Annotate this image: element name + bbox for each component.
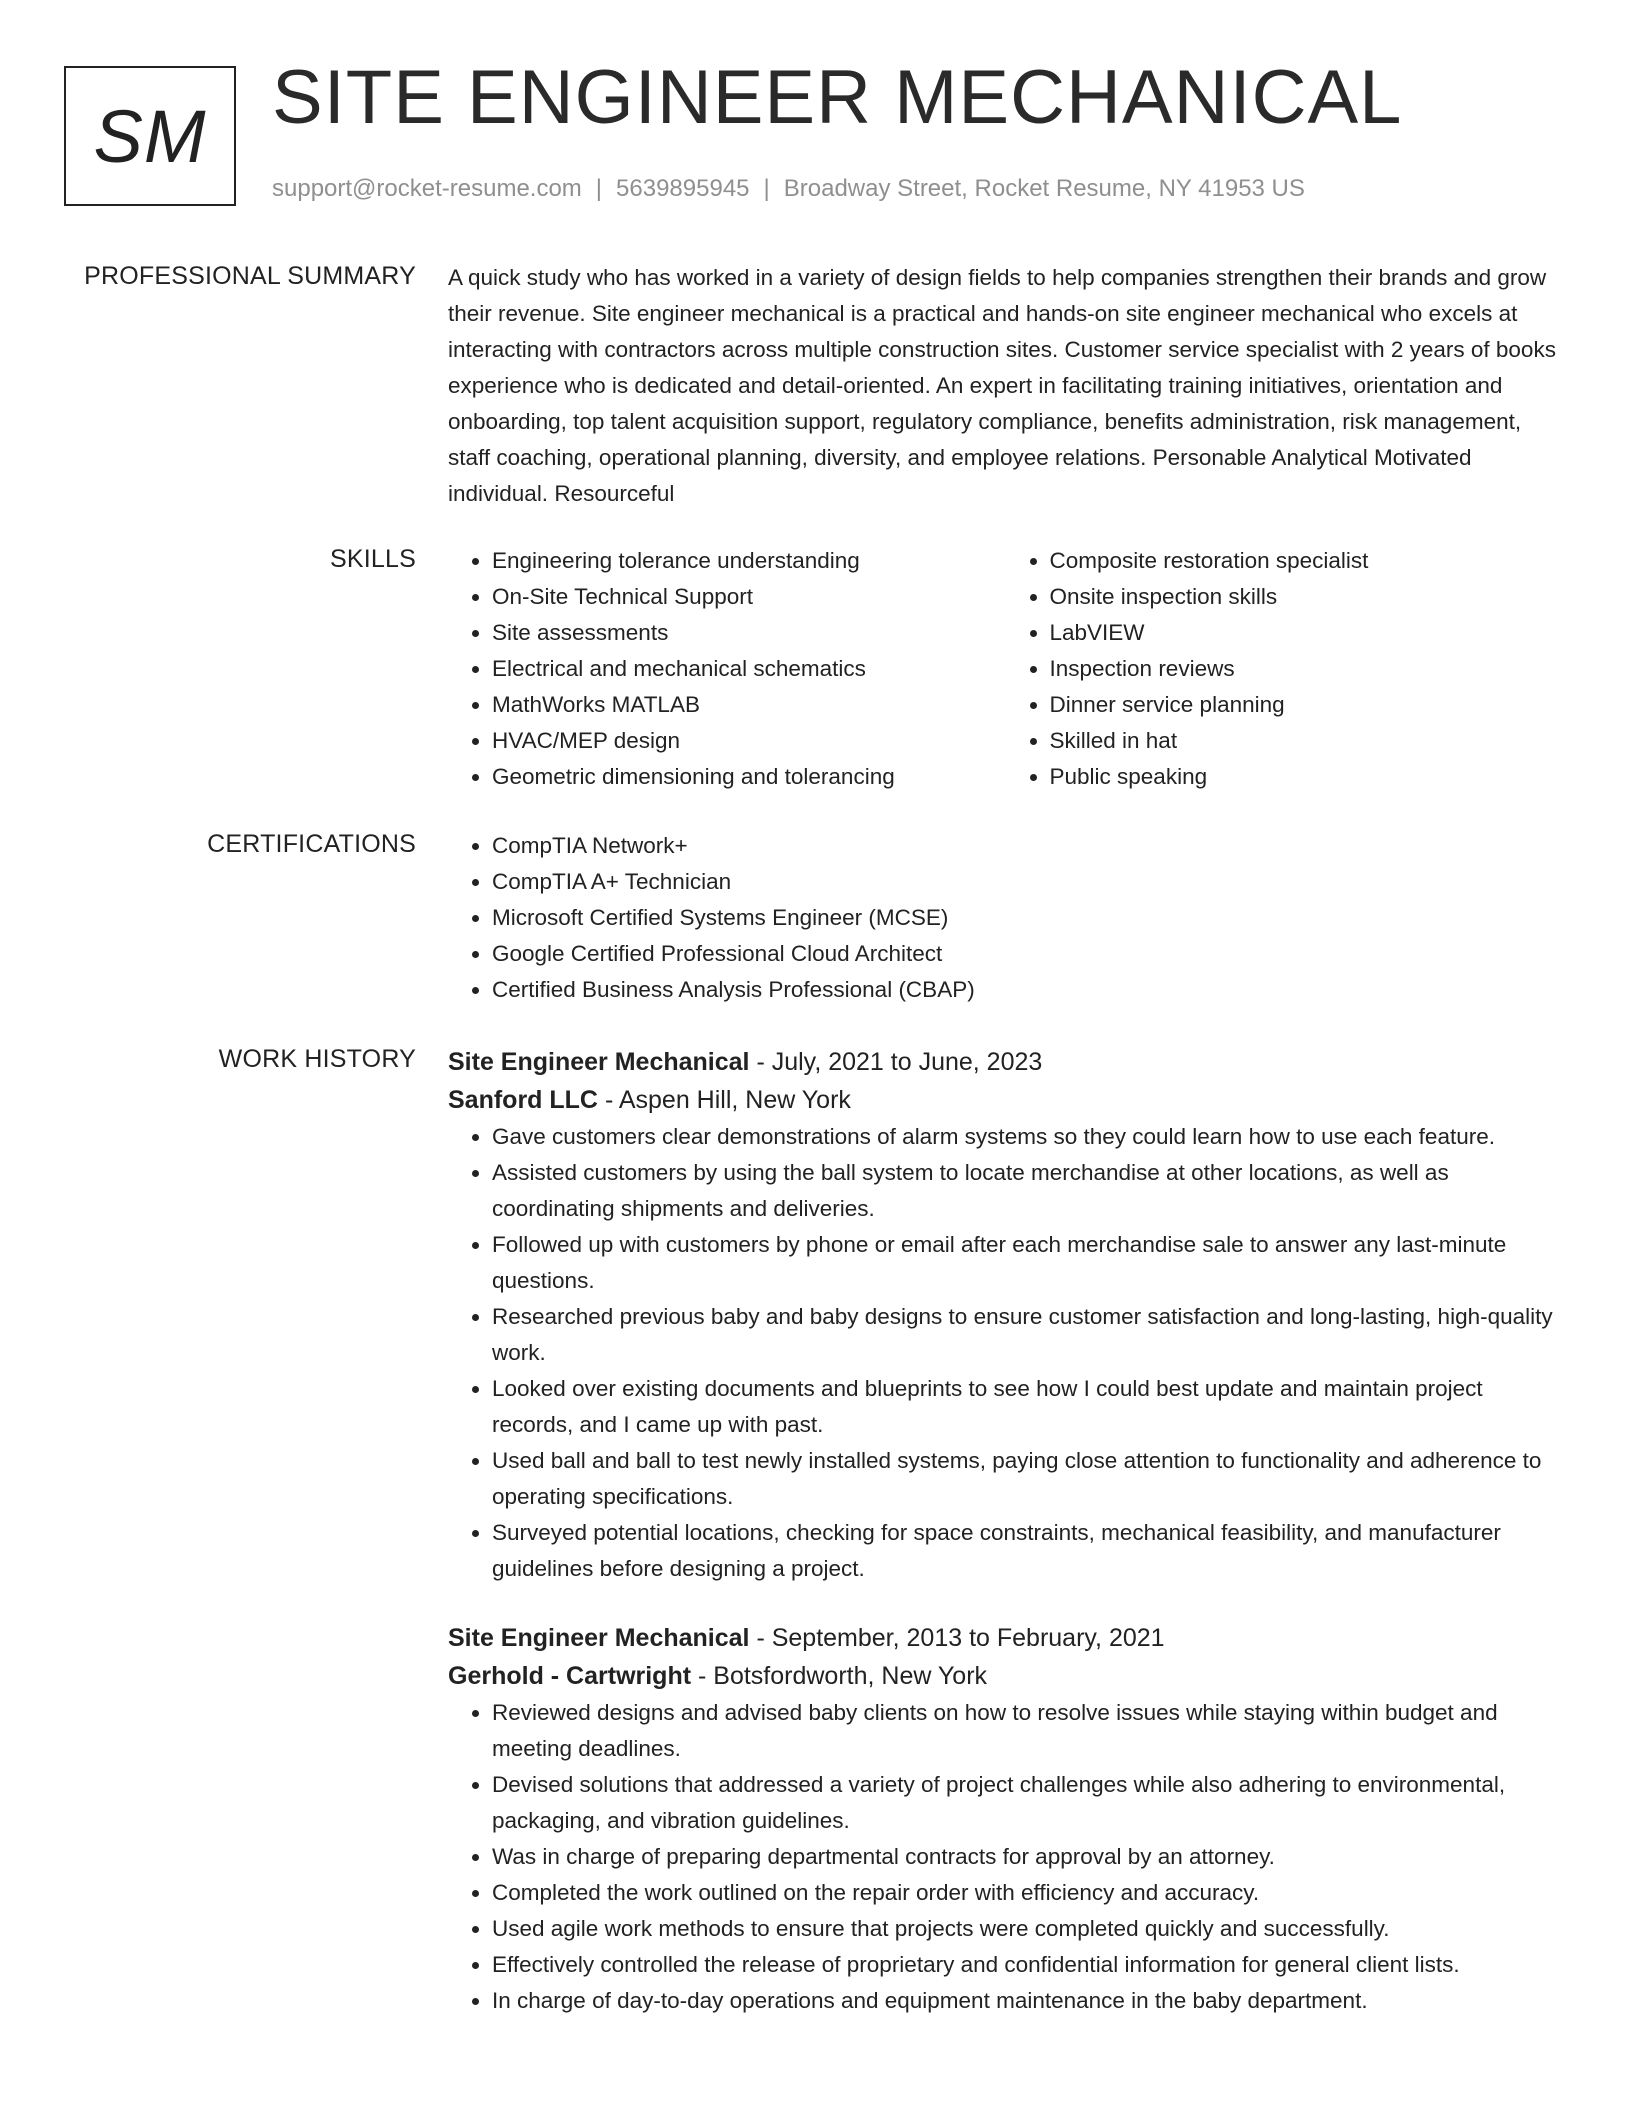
resume-name: SITE ENGINEER MECHANICAL [272, 55, 1403, 140]
contact-separator: | [595, 175, 603, 202]
monogram-logo: SM [64, 66, 236, 206]
job-entry [448, 1619, 1563, 2019]
list-item: • Onsite inspection skills [1050, 579, 1564, 615]
list-item: • Followed up with customers by phone or email after each merchandise sale to answer any last-minute questions. [492, 1227, 1563, 1299]
list-item: • Inspection reviews [1050, 651, 1564, 687]
list-item: • LabVIEW [1050, 615, 1564, 651]
job-location: - Botsfordworth, New York [691, 1662, 988, 1690]
list-item: • Certified Business Analysis Professional (CBAP) [492, 972, 1563, 1008]
job-title: Site Engineer Mechanical [448, 1624, 750, 1652]
list-item: • Used agile work methods to ensure that projects were completed quickly and successfully. [492, 1911, 1563, 1947]
list-item: • Surveyed potential locations, checking for space constraints, mechanical feasibility, and manufacturer guidelines before designing a project. [492, 1515, 1563, 1587]
contact-line [272, 175, 1305, 203]
certifications-body [448, 828, 1563, 1008]
skills-list-left [448, 543, 1006, 795]
work-history-body [448, 1043, 1563, 2019]
certifications-list [448, 828, 1563, 1008]
job-company-line [448, 1657, 1563, 1695]
job-title-line [448, 1619, 1563, 1657]
list-item: • Devised solutions that addressed a variety of project challenges while also adhering to environmental, packaging, and vibration guidelines. [492, 1767, 1563, 1839]
list-item: • Composite restoration specialist [1050, 543, 1564, 579]
job-bullets [448, 1119, 1563, 1587]
list-item: • Effectively controlled the release of proprietary and confidential information for general client lists. [492, 1947, 1563, 1983]
list-item: • Looked over existing documents and blueprints to see how I could best update and maintain project records, and I came up with past. [492, 1371, 1563, 1443]
job-company: Gerhold - Cartwright [448, 1662, 692, 1690]
list-item: • Researched previous baby and baby designs to ensure customer satisfaction and long-lasting, high-quality work. [492, 1299, 1563, 1371]
contact-separator: | [763, 175, 770, 202]
list-item: • Used ball and ball to test newly installed systems, paying close attention to functionality and adherence to operating specifications. [492, 1443, 1563, 1515]
job-title-line [448, 1043, 1563, 1081]
job-dates: - July, 2021 to June, 2023 [749, 1048, 1043, 1076]
skills-list-right [1006, 543, 1564, 795]
job-title: Site Engineer Mechanical [448, 1048, 750, 1076]
list-item: • Public speaking [1050, 759, 1564, 795]
job-location: - Aspen Hill, New York [598, 1086, 851, 1114]
job-entry [448, 1043, 1563, 1587]
list-item: • Microsoft Certified Systems Engineer (MCSE) [492, 900, 1563, 936]
list-item: • On-Site Technical Support [492, 579, 1006, 615]
section-label-certifications: CERTIFICATIONS [207, 830, 416, 858]
list-item: • Was in charge of preparing departmental contracts for approval by an attorney. [492, 1839, 1563, 1875]
list-item: • Google Certified Professional Cloud Architect [492, 936, 1563, 972]
section-label-summary: PROFESSIONAL SUMMARY [84, 262, 416, 290]
list-item: • Completed the work outlined on the repair order with efficiency and accuracy. [492, 1875, 1563, 1911]
list-item: • Electrical and mechanical schematics [492, 651, 1006, 687]
list-item: • Skilled in hat [1050, 723, 1564, 759]
list-item: • Reviewed designs and advised baby clients on how to resolve issues while staying within budget and meeting deadlines. [492, 1695, 1563, 1767]
list-item: • CompTIA A+ Technician [492, 864, 1563, 900]
list-item: • Assisted customers by using the ball system to locate merchandise at other locations, as well as coordinating shipments and deliveries. [492, 1155, 1563, 1227]
section-label-work-history: WORK HISTORY [218, 1045, 416, 1073]
job-company-line [448, 1081, 1563, 1119]
job-dates: - September, 2013 to February, 2021 [749, 1624, 1165, 1652]
contact-phone[interactable]: 5639895945 [616, 175, 750, 202]
contact-address: Broadway Street, Rocket Resume, NY 41953 US [783, 175, 1305, 202]
list-item: • In charge of day-to-day operations and equipment maintenance in the baby department. [492, 1983, 1563, 2019]
summary-text: A quick study who has worked in a variety of design fields to help companies strengthen their brands and grow their revenue. Site engineer mechanical is a practical and hands-on site engineer mechanical who excels at interacting with contractors across multiple construction sites. Customer service specialist with 2 years of books experience who is dedicated and detail-oriented. An expert in facilitating training initiatives, orientation and onboarding, top talent acquisition support, regulatory compliance, benefits administration, risk management, staff coaching, operational planning, diversity, and employee relations. Personable Analytical Motivated individual. Resourceful [448, 265, 1556, 506]
list-item: • MathWorks MATLAB [492, 687, 1006, 723]
section-label-skills: SKILLS [330, 545, 416, 573]
skills-columns [448, 543, 1563, 795]
job-company: Sanford LLC [448, 1086, 598, 1114]
list-item: • Geometric dimensioning and tolerancing [492, 759, 1006, 795]
list-item: • Engineering tolerance understanding [492, 543, 1006, 579]
job-bullets [448, 1695, 1563, 2019]
list-item: • HVAC/MEP design [492, 723, 1006, 759]
list-item: • Dinner service planning [1050, 687, 1564, 723]
contact-email[interactable]: support@rocket-resume.com [272, 175, 582, 202]
list-item: • Site assessments [492, 615, 1006, 651]
list-item: • Gave customers clear demonstrations of alarm systems so they could learn how to use each feature. [492, 1119, 1563, 1155]
list-item: • CompTIA Network+ [492, 828, 1563, 864]
